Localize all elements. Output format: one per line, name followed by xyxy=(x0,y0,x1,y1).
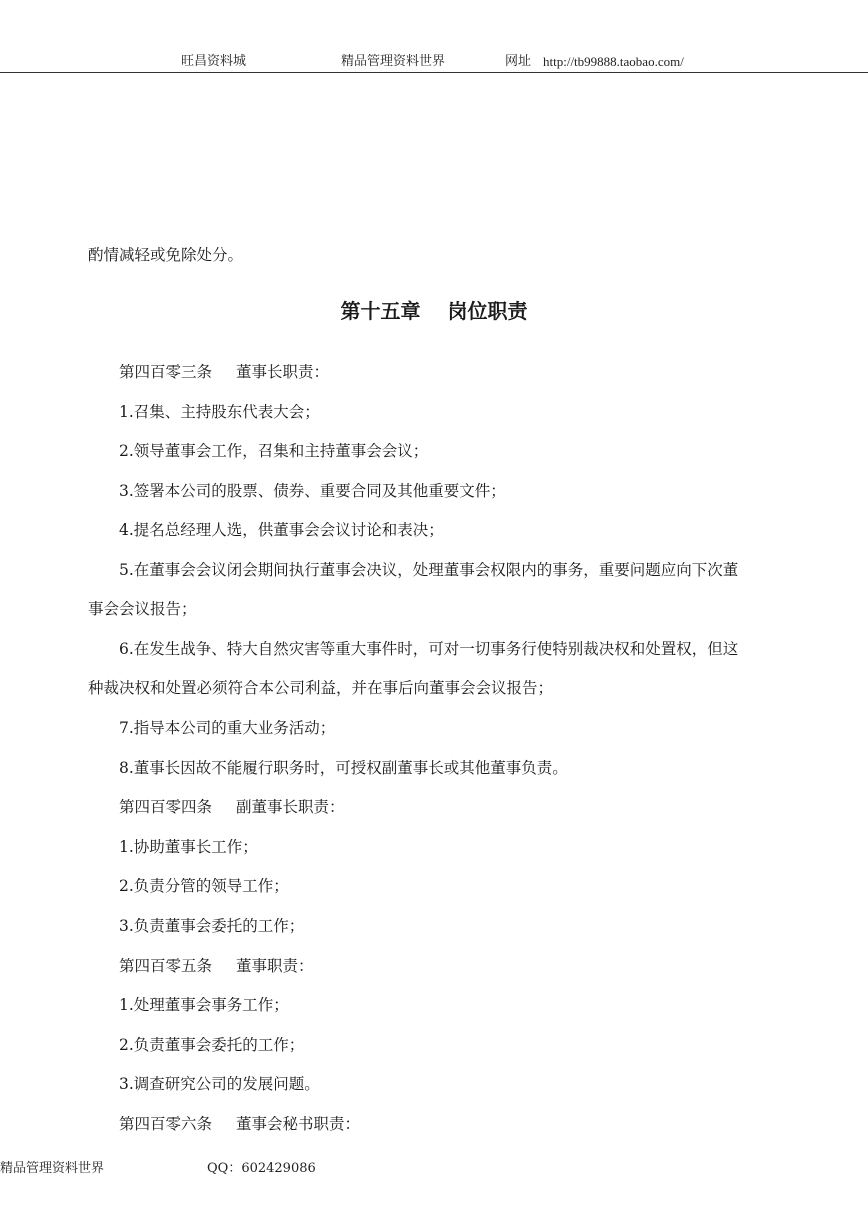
list-item: 7.指导本公司的重大业务活动； xyxy=(119,719,336,737)
header-url-label: 网址 xyxy=(505,54,532,69)
list-item: 2.负责分管的领导工作； xyxy=(119,877,289,895)
list-item: 2.负责董事会委托的工作； xyxy=(119,1036,305,1054)
page-header xyxy=(0,52,868,72)
article-heading xyxy=(119,361,329,383)
article-heading xyxy=(119,955,314,977)
list-item-continuation: 事会会议报告； xyxy=(88,600,197,618)
list-item-continuation: 种裁决权和处置必须符合本公司利益，并在事后向董事会会议报告； xyxy=(88,679,554,697)
header-site-name: 旺昌资料城 xyxy=(181,54,247,69)
header-world: 精品管理资料世界 xyxy=(341,54,446,69)
continuation-text: 酌情减轻或免除处分。 xyxy=(88,246,244,264)
list-item: 3.调查研究公司的发展问题。 xyxy=(119,1075,320,1093)
footer-world: 精品管理资料世界 xyxy=(0,1161,105,1176)
header-divider xyxy=(0,72,868,73)
list-item: 5.在董事会会议闭会期间执行董事会决议，处理董事会权限内的事务，重要问题应向下次董 xyxy=(119,561,739,579)
article-heading xyxy=(119,1113,360,1135)
article-number: 第四百零五条 xyxy=(119,957,213,975)
chapter-title: 第十五章 岗位职责 xyxy=(340,299,528,323)
list-item: 8.董事长因故不能履行职务时，可授权副董事长或其他董事负责。 xyxy=(119,759,568,777)
list-item: 1.处理董事会事务工作； xyxy=(119,996,289,1014)
article-number: 第四百零三条 xyxy=(119,363,213,381)
list-item: 1.协助董事长工作； xyxy=(119,838,258,856)
list-item: 4.提名总经理人选，供董事会会议讨论和表决； xyxy=(119,521,444,539)
list-item: 3.签署本公司的股票、债券、重要合同及其他重要文件； xyxy=(119,482,506,500)
article-number: 第四百零六条 xyxy=(119,1115,213,1133)
list-item: 3.负责董事会委托的工作； xyxy=(119,917,305,935)
article-title: 董事长职责： xyxy=(236,363,330,381)
article-title: 副董事长职责： xyxy=(236,798,345,816)
article-title: 董事职责： xyxy=(236,957,314,975)
article-title: 董事会秘书职责： xyxy=(236,1115,361,1133)
article-heading xyxy=(119,796,345,818)
list-item: 6.在发生战争、特大自然灾害等重大事件时，可对一切事务行使特别裁决权和处置权，但这 xyxy=(119,640,739,658)
list-item: 1.召集、主持股东代表大会； xyxy=(119,403,320,421)
page-footer xyxy=(0,1159,868,1179)
footer-qq: QQ：602429086 xyxy=(207,1161,316,1176)
list-item: 2.领导董事会工作，召集和主持董事会会议； xyxy=(119,442,429,460)
article-number: 第四百零四条 xyxy=(119,798,213,816)
header-url: http://tb99888.taobao.com/ xyxy=(543,54,684,69)
